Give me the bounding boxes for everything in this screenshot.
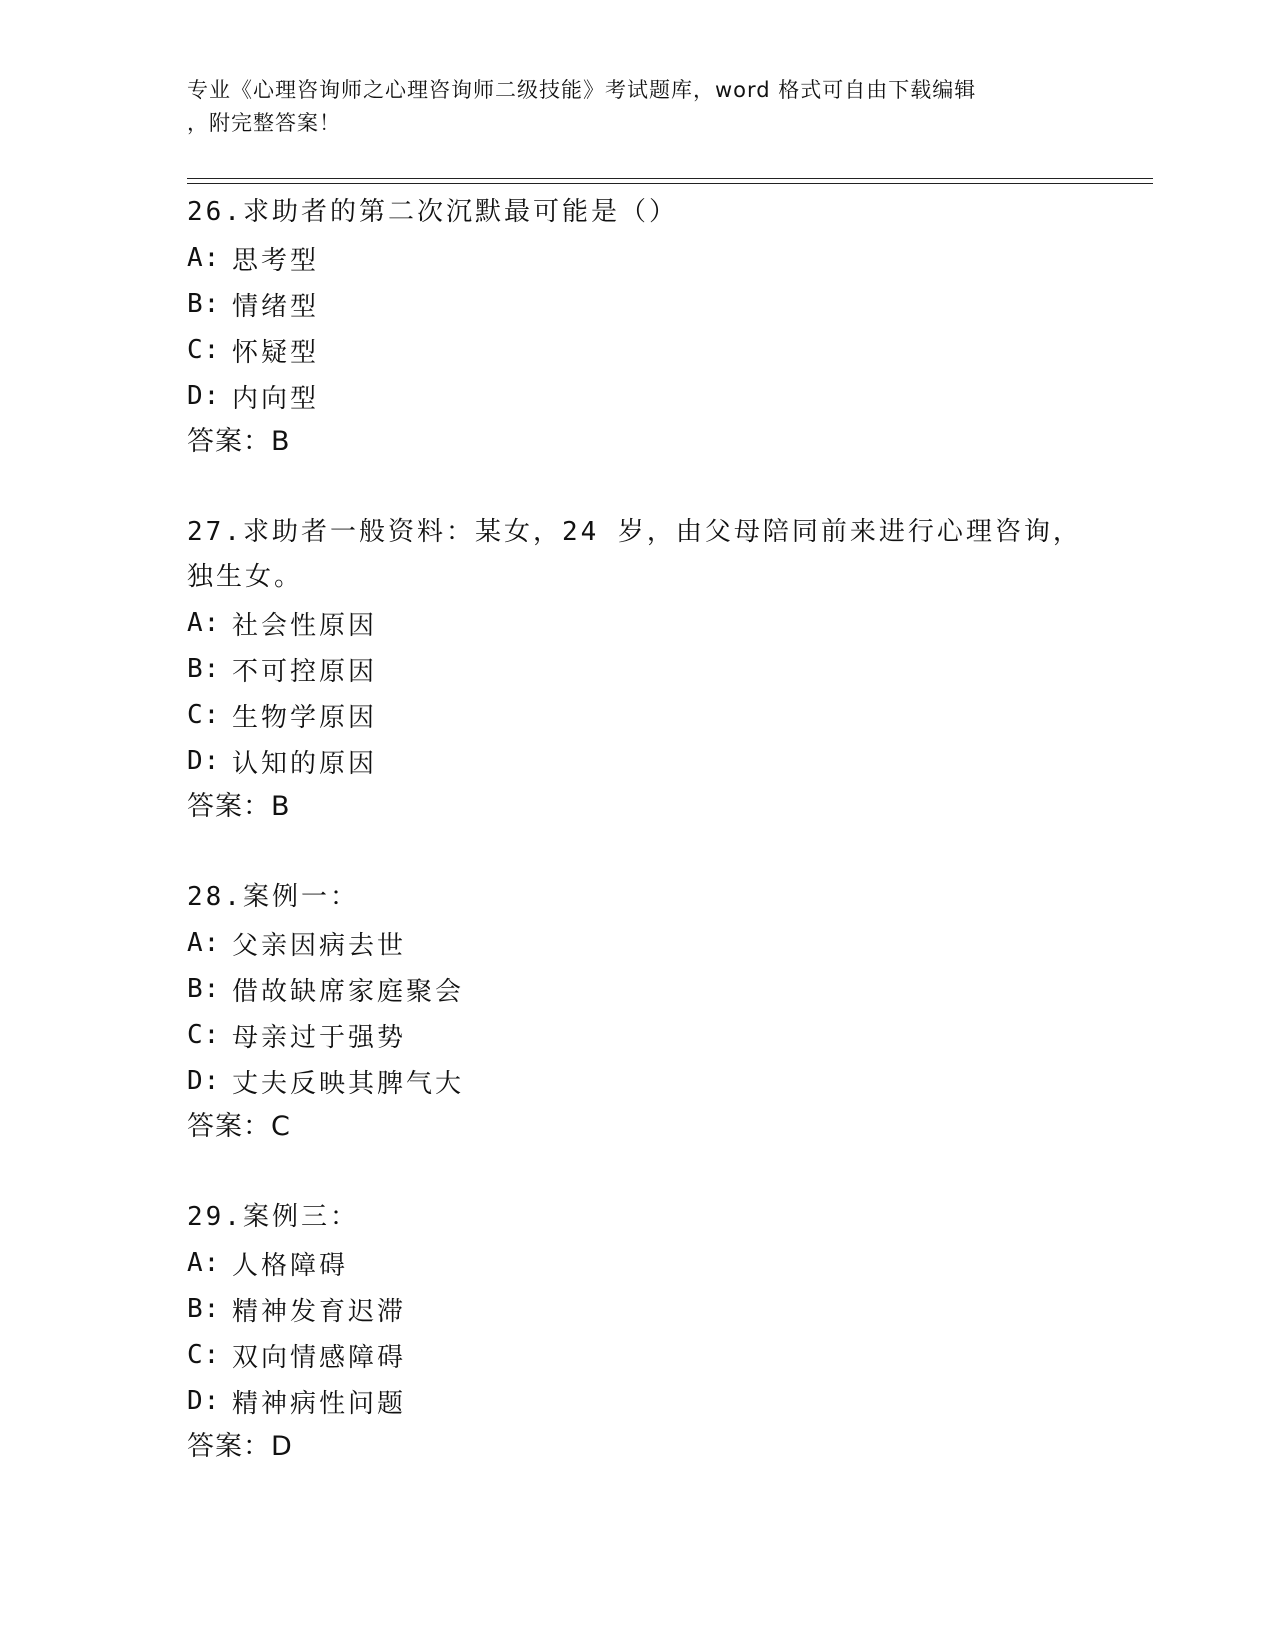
option-a	[187, 235, 1097, 281]
question-list	[187, 190, 1097, 1515]
option-key: A:	[187, 608, 221, 638]
option-key: C:	[187, 1340, 221, 1370]
question-text: 29.案例三：	[187, 1202, 359, 1232]
document-header	[187, 74, 1087, 140]
option-a	[187, 920, 1097, 966]
option-c	[187, 1332, 1097, 1378]
option-key: B:	[187, 289, 221, 319]
question-text: 26.求助者的第二次沉默最可能是（）	[187, 197, 678, 227]
option-key: A:	[187, 243, 221, 273]
option-key: A:	[187, 1248, 221, 1278]
header-rule-top	[187, 178, 1153, 179]
question-text: 28.案例一：	[187, 882, 359, 912]
option-c	[187, 692, 1097, 738]
option-text: 双向情感障碍	[232, 1342, 407, 1373]
option-text: 生物学原因	[232, 702, 378, 733]
option-c	[187, 327, 1097, 373]
header-rule-bottom	[187, 183, 1153, 184]
option-key: C:	[187, 700, 221, 730]
option-text: 精神病性问题	[232, 1388, 407, 1419]
option-b	[187, 966, 1097, 1012]
option-text: 思考型	[232, 245, 320, 276]
option-key: D:	[187, 381, 221, 411]
question-27	[187, 510, 1097, 830]
answer: 答案：B	[187, 791, 291, 822]
option-d	[187, 738, 1097, 784]
question-28	[187, 875, 1097, 1150]
option-d	[187, 1378, 1097, 1424]
option-b	[187, 281, 1097, 327]
header-line-1: 专业《心理咨询师之心理咨询师二级技能》考试题库，word 格式可自由下载编辑	[187, 78, 977, 102]
option-a	[187, 600, 1097, 646]
option-text: 借故缺席家庭聚会	[232, 976, 465, 1007]
question-29	[187, 1195, 1097, 1470]
option-text: 内向型	[232, 383, 320, 414]
option-text: 怀疑型	[232, 337, 320, 368]
option-b	[187, 1286, 1097, 1332]
option-a	[187, 1240, 1097, 1286]
option-d	[187, 1058, 1097, 1104]
option-key: C:	[187, 1020, 221, 1050]
option-key: B:	[187, 974, 221, 1004]
header-line-2: ，附完整答案！	[187, 111, 341, 135]
option-text: 母亲过于强势	[232, 1022, 407, 1053]
option-b	[187, 646, 1097, 692]
option-text: 不可控原因	[232, 656, 378, 687]
option-key: D:	[187, 1066, 221, 1096]
option-d	[187, 373, 1097, 419]
option-key: B:	[187, 1294, 221, 1324]
option-key: A:	[187, 928, 221, 958]
option-text: 认知的原因	[232, 748, 378, 779]
option-text: 父亲因病去世	[232, 930, 407, 961]
option-c	[187, 1012, 1097, 1058]
option-key: B:	[187, 654, 221, 684]
option-key: D:	[187, 746, 221, 776]
option-text: 情绪型	[232, 291, 320, 322]
question-26	[187, 190, 1097, 465]
answer: 答案：C	[187, 1111, 291, 1142]
answer: 答案：D	[187, 1431, 293, 1462]
option-text: 精神发育迟滞	[232, 1296, 407, 1327]
option-key: C:	[187, 335, 221, 365]
option-text: 丈夫反映其脾气大	[232, 1068, 465, 1099]
question-text: 27.求助者一般资料：某女，24 岁，由父母陪同前来进行心理咨询，独生女。	[187, 517, 1082, 592]
option-text: 社会性原因	[232, 610, 378, 641]
option-key: D:	[187, 1386, 221, 1416]
option-text: 人格障碍	[232, 1250, 349, 1281]
answer: 答案：B	[187, 426, 291, 457]
